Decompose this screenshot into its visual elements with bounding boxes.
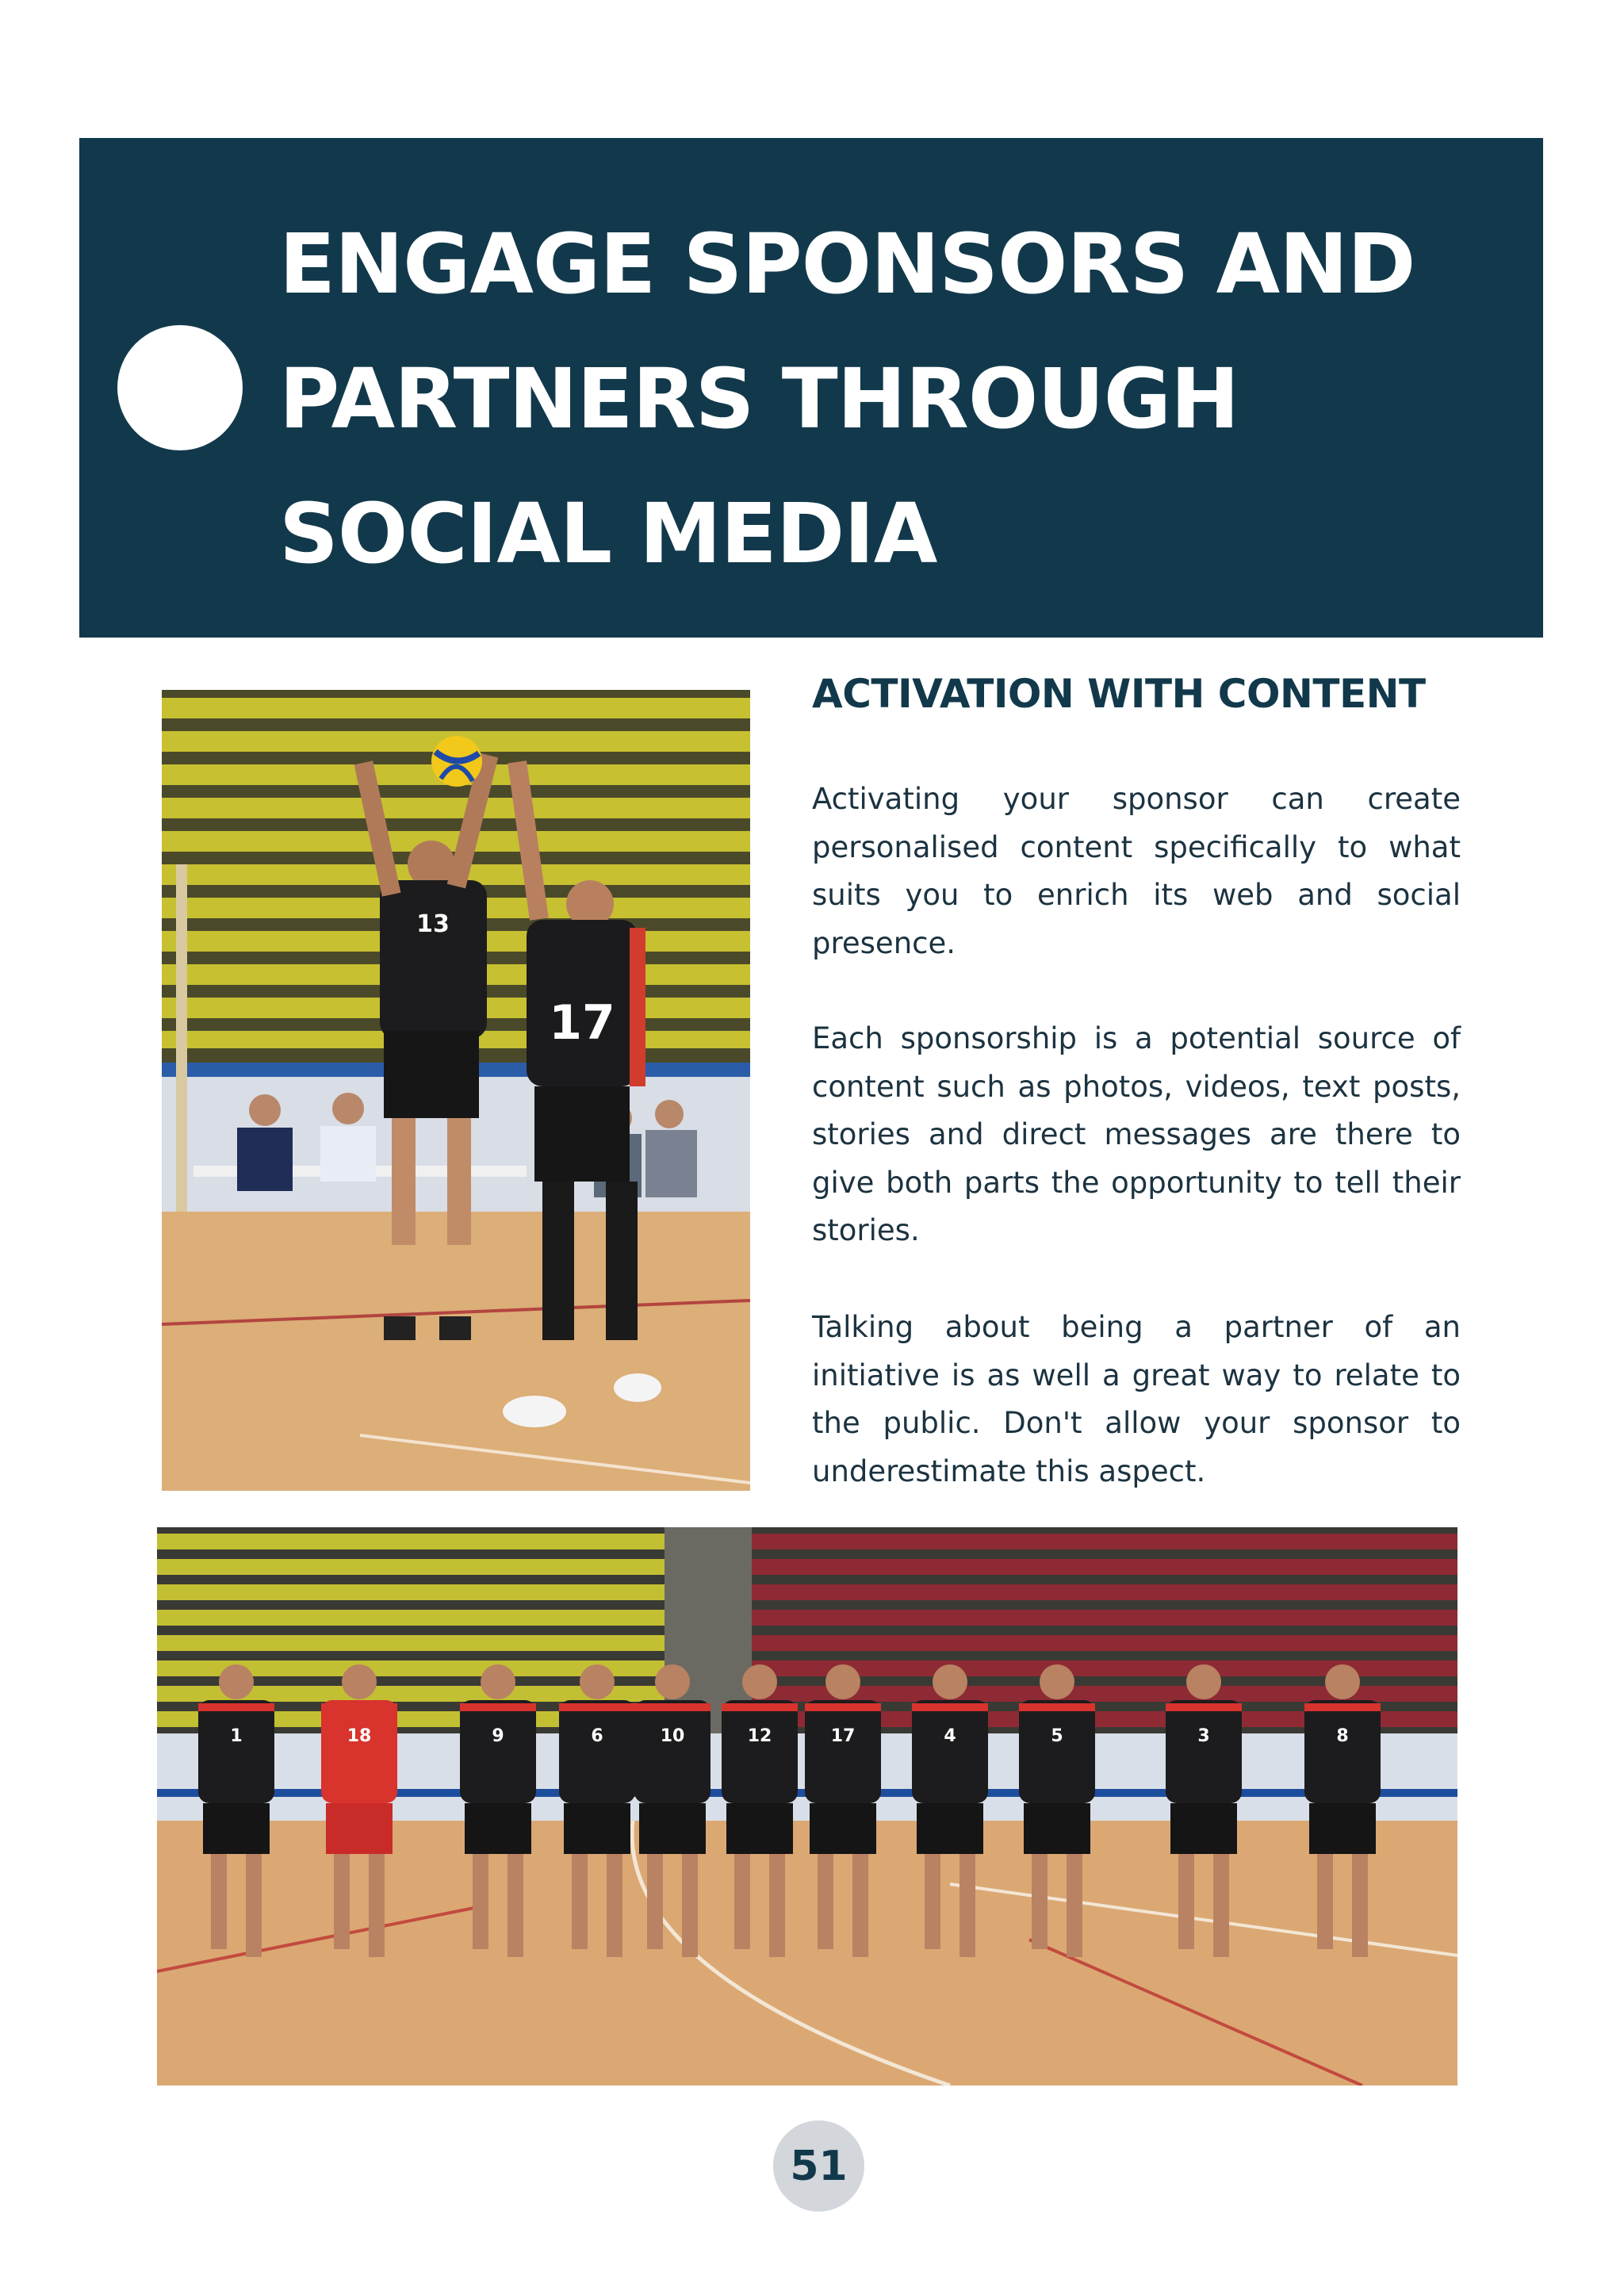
title-line-3: SOCIAL MEDIA: [279, 485, 937, 582]
jersey-number: 17: [830, 1726, 856, 1746]
jersey-number: 18: [347, 1726, 372, 1746]
jersey-number: 1: [230, 1726, 243, 1746]
paragraph-2: Each sponsorship is a potential source of content such as photos, videos, text posts, stories and direct messages are there to give both parts the opportunity to tell their stories.: [812, 1021, 1461, 1247]
page-title: [279, 197, 1469, 601]
title-line-2: PARTNERS THROUGH: [279, 350, 1239, 447]
jersey-number: 10: [660, 1726, 685, 1746]
player-number-13: 13: [416, 910, 450, 938]
title-line-1: ENGAGE SPONSORS AND: [279, 216, 1415, 312]
jersey-number: 3: [1197, 1726, 1210, 1746]
jersey-number: 4: [944, 1726, 956, 1746]
page-number: 51: [773, 2120, 864, 2212]
paragraph-3: Talking about being a partner of an initiative is as well a great way to relate to the public. Don't allow your sponsor to underestimate this aspect.: [812, 1310, 1461, 1488]
banner-circle-icon: [117, 325, 243, 450]
player-number-17: 17: [549, 995, 615, 1051]
paragraph-1: Activating your sponsor can create personalised content specifically to what suits you to enrich its web and social presence.: [812, 782, 1461, 960]
section-heading: ACTIVATION WITH CONTENT: [812, 671, 1426, 717]
team-lineup-photo: [157, 1527, 1457, 2086]
jersey-number: 12: [747, 1726, 772, 1746]
jersey-number: 8: [1336, 1726, 1349, 1746]
volleyball-action-photo: [162, 690, 750, 1491]
jersey-number: 6: [591, 1726, 603, 1746]
jersey-number: 9: [492, 1726, 504, 1746]
jersey-number: 5: [1051, 1726, 1063, 1746]
